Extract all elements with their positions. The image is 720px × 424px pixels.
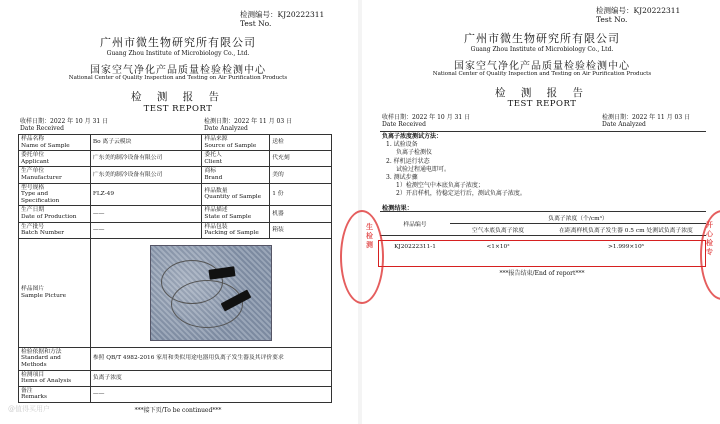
- info-key: [19, 151, 91, 167]
- test-number-cn: 检测编号：KJ20222311: [240, 10, 325, 19]
- info-value-2: [270, 151, 332, 167]
- report-title-cn-2: 检 测 报 告: [494, 87, 589, 99]
- remarks-label-en: Remarks: [21, 394, 48, 401]
- institute-name-en: Guang Zhou Institute of Microbiology Co., Ltd.: [106, 50, 250, 57]
- test-number: [240, 10, 324, 28]
- date-received-cn-2: 收样日期：2022 年 10 月 31 日: [382, 114, 471, 121]
- date-analyzed-2: [602, 114, 690, 128]
- items-value: 负离子浓度: [90, 370, 331, 386]
- info-key-text-en: Name of Sample: [21, 142, 70, 149]
- method-title: 负离子浓度测试方法：: [382, 133, 443, 140]
- institute-name-cn-2: 广州市微生物研究所有限公司: [464, 32, 620, 45]
- items-label-cn: 检测项目: [21, 371, 45, 378]
- institute-name-cn: 广州市微生物研究所有限公司: [100, 36, 256, 49]
- seal-right-text: 开心检专: [706, 220, 713, 256]
- report-title-en: TEST REPORT: [143, 104, 213, 114]
- info-value: [90, 222, 202, 238]
- info-key-2-text-en: State of Sample: [204, 213, 252, 220]
- sample-id-header: 样品编号: [403, 222, 427, 228]
- method-line: 1. 试验设备: [386, 141, 418, 149]
- info-row: [19, 206, 332, 222]
- background-header: 空气本底负离子浓度: [471, 228, 525, 234]
- info-key-2-text: 样品来源: [204, 136, 228, 142]
- info-key-2-text: 商标: [204, 168, 216, 175]
- picture-label-cn: 样品图片: [21, 286, 45, 293]
- header-rule: [380, 131, 706, 132]
- info-key-text: 生产日期: [21, 207, 45, 214]
- info-key-2-text-en: Quantity of Sample: [204, 194, 262, 201]
- info-row: [19, 151, 332, 167]
- method-line: 试验过程通电即可。: [396, 165, 451, 173]
- result-sample-id: KJ20222311-1: [380, 236, 450, 259]
- picture-row: [19, 238, 332, 347]
- center-name-cn: 国家空气净化产品质量检验检测中心: [90, 65, 266, 76]
- info-value-2: [270, 183, 332, 206]
- results-title: 检测结果：: [382, 205, 413, 212]
- info-value-text: FLZ-49: [92, 191, 115, 198]
- basis-row: [19, 347, 332, 370]
- info-value-text: ——: [92, 226, 105, 233]
- info-key: [19, 206, 91, 222]
- remarks-label-cn: 备注: [21, 387, 33, 394]
- report-title-cn: 检 测 报 告: [130, 91, 225, 103]
- test-method: [382, 133, 526, 199]
- result-generator-value: >1.999×10⁶: [546, 236, 706, 259]
- info-key-2-text: 委托人: [204, 152, 222, 159]
- info-value: [90, 167, 202, 183]
- sample-info-table: [18, 134, 332, 403]
- info-key-text-en: Applicant: [21, 158, 50, 165]
- info-row: [19, 135, 332, 151]
- watermark-text: @值得买用户: [8, 405, 50, 413]
- date-analyzed-cn-2: 检测日期：2022 年 11 月 03 日: [602, 114, 691, 121]
- date-analyzed-en-2: Date Analyzed: [602, 121, 646, 128]
- info-key-2: [202, 167, 270, 183]
- info-key-2-text-en: Packing of Sample: [204, 230, 259, 237]
- info-value-text: Bo 离子云模块: [92, 139, 132, 146]
- info-row: [19, 183, 332, 206]
- method-lines: [382, 141, 526, 198]
- report-title-en-2: TEST REPORT: [507, 99, 577, 109]
- info-key-2-text-en: Source of Sample: [204, 142, 257, 149]
- info-value-2-text: 1 份: [272, 191, 284, 198]
- info-key-2-text: 样品数量: [204, 187, 228, 194]
- result-background-value: <1×10²: [450, 236, 546, 259]
- method-line: 3. 测试步骤: [386, 174, 418, 182]
- remarks-row: [19, 386, 332, 402]
- basis-label-en: Standard and Methods: [21, 355, 61, 368]
- seal-left-text: 生检测: [366, 222, 373, 249]
- info-value: [90, 151, 202, 167]
- seal-stamp-left: [340, 210, 384, 304]
- info-value-text: ——: [92, 210, 105, 217]
- info-value-2-text: 代充刻: [272, 155, 290, 162]
- info-key-text: 型号规格: [21, 184, 45, 191]
- info-value-2: [270, 222, 332, 238]
- info-key-text-en: Manufacturer: [21, 174, 62, 181]
- info-key: [19, 183, 91, 206]
- test-number-cn-2: 检测编号：KJ20222311: [596, 6, 681, 15]
- info-value: [90, 135, 202, 151]
- info-value: [90, 183, 202, 206]
- info-key-2: [202, 183, 270, 206]
- info-value: [90, 206, 202, 222]
- items-label-en: Items of Analysis: [21, 378, 72, 385]
- center-name-en-2: National Center of Quality Inspection and Testing on Air Purification Products: [432, 71, 652, 77]
- info-value-text: 广东美的制冷设备有限公司: [92, 171, 163, 178]
- near-generator-header: 在距离样机负离子发生器 0.5 cm 处测试负离子浓度: [559, 228, 693, 234]
- info-row: [19, 222, 332, 238]
- test-number-2: [596, 6, 680, 24]
- sample-photo: [150, 245, 272, 341]
- items-row: [19, 370, 332, 386]
- info-key-text-en: Date of Production: [21, 213, 77, 220]
- info-row: [19, 167, 332, 183]
- info-key: [19, 135, 91, 151]
- info-key-2: [202, 151, 270, 167]
- info-key-2: [202, 135, 270, 151]
- info-rows: [19, 135, 332, 239]
- info-value-text: 广东美的制冷设备有限公司: [92, 155, 163, 162]
- basis-value: 参照 QB/T 4982-2016 家用和类似用途电器用负离子发生器及其评价要求: [90, 347, 331, 370]
- info-key-text: 样品名称: [21, 136, 45, 142]
- date-received-2: [382, 114, 470, 128]
- info-key-2: [202, 222, 270, 238]
- info-value-2-text: 箱装: [272, 226, 284, 233]
- info-value-2-text: 机器: [272, 210, 284, 217]
- info-key: [19, 222, 91, 238]
- center-name-en: National Center of Quality Inspection and Testing on Air Purification Products: [68, 75, 288, 81]
- date-analyzed-en: Date Analyzed: [204, 125, 248, 132]
- info-key-text-en: Batch Number: [21, 230, 65, 237]
- info-value-2: [270, 167, 332, 183]
- info-key-text: 委托单位: [21, 152, 45, 159]
- report-page-1: [0, 0, 356, 424]
- info-key-text: 生产批号: [21, 223, 45, 230]
- report-page-2: [364, 0, 720, 424]
- remarks-value: ——: [90, 386, 331, 402]
- info-value-2: [270, 135, 332, 151]
- method-line: 1）检测空气中本底负离子浓度；: [396, 182, 484, 190]
- date-received-en: Date Received: [20, 125, 64, 132]
- institute-name-en-2: Guang Zhou Institute of Microbiology Co., Ltd.: [470, 46, 614, 53]
- basis-label-cn: 检验依据和方法: [21, 348, 62, 355]
- method-line: 2）开启样机，待稳定运行后，测试负离子浓度。: [396, 190, 526, 198]
- info-key: [19, 167, 91, 183]
- date-analyzed-cn: 检测日期：2022 年 11 月 03 日: [204, 118, 293, 125]
- method-line: 负离子检测仪: [396, 149, 433, 157]
- info-key-2-text: 样品包装: [204, 223, 228, 230]
- center-name-cn-2: 国家空气净化产品质量检验检测中心: [454, 61, 630, 72]
- date-received-cn: 收样日期：2022 年 10 月 31 日: [20, 118, 109, 125]
- info-key-2-text: 样品描述: [204, 207, 228, 214]
- test-number-en: Test No.: [240, 19, 272, 28]
- info-value-2: [270, 206, 332, 222]
- method-line: 2. 样机运行状态: [386, 157, 430, 165]
- end-of-report: ***报告结束/End of report***: [499, 270, 585, 277]
- info-key-text-en: Type and Specification: [21, 191, 60, 204]
- date-analyzed: [204, 118, 292, 132]
- info-key-2-text-en: Client: [204, 158, 223, 165]
- info-value-2-text: 送检: [272, 139, 284, 146]
- test-number-en-2: Test No.: [596, 15, 628, 24]
- date-received: [20, 118, 108, 132]
- info-key-2-text-en: Brand: [204, 174, 223, 181]
- highlight-box: [378, 240, 706, 267]
- date-received-en-2: Date Received: [382, 121, 426, 128]
- info-key-text: 生产单位: [21, 168, 45, 175]
- info-key-2: [202, 206, 270, 222]
- info-value-2-text: 美的: [272, 171, 284, 178]
- concentration-header: 负离子浓度（个/cm³）: [450, 212, 706, 224]
- to-be-continued: ***接下页/To be continued***: [134, 407, 222, 414]
- picture-label-en: Sample Picture: [21, 292, 67, 299]
